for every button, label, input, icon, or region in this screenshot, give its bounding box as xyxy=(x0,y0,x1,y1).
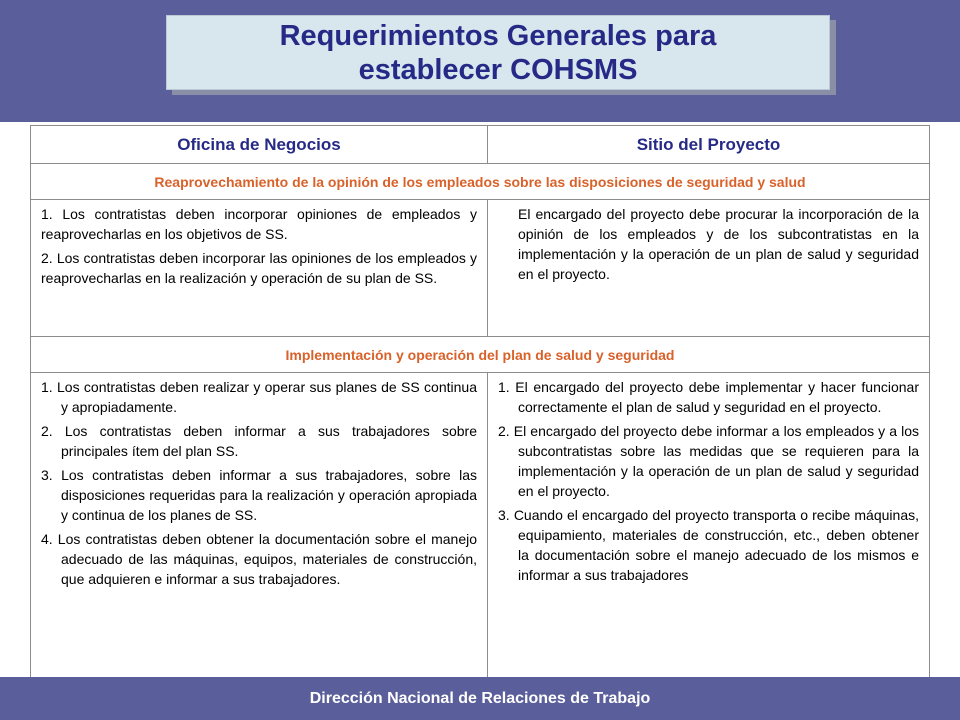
section-title-opinion: Reaprovechamiento de la opinión de los empleados sobre las disposiciones de seguridad y salud xyxy=(31,164,930,200)
cell-implementacion-sitio xyxy=(488,373,930,678)
footer-text: Dirección Nacional de Relaciones de Trabajo xyxy=(309,689,651,707)
table-header-row xyxy=(31,126,930,164)
cell-opinion-sitio xyxy=(488,200,930,337)
list-item: 1. Los contratistas deben realizar y operar sus planes de SS continua y apropiadamente. xyxy=(41,379,477,415)
list-item: El encargado del proyecto debe procurar la incorporación de la opinión de los empleados y de los subcontratistas en la implementación y la operación de un plan de salud y seguridad en el proyecto. xyxy=(518,206,919,282)
title-box xyxy=(166,15,830,90)
column-header-sitio: Sitio del Proyecto xyxy=(488,126,930,164)
column-header-oficina: Oficina de Negocios xyxy=(31,126,488,164)
list-item: 3. Cuando el encargado del proyecto transporta o recibe máquinas, equipamiento, materiales de construcción, etc., deben obtener la documentación sobre el manejo adecuado de los mismos e informar a sus trabajadores xyxy=(498,507,919,583)
table-row xyxy=(31,373,930,678)
list-item: 1. Los contratistas deben incorporar opiniones de empleados y reaprovecharlas en los objetivos de SS. xyxy=(41,206,477,242)
section-title-implementacion: Implementación y operación del plan de salud y seguridad xyxy=(31,337,930,373)
list-item: 2. Los contratistas deben informar a sus trabajadores sobre principales ítem del plan SS. xyxy=(41,423,477,459)
requirements-table xyxy=(30,125,930,678)
list-item: 2. El encargado del proyecto debe informar a los empleados y a los subcontratistas sobre las medidas que se requieren para la implementación y la operación de un plan de salud y seguridad en el proyecto. xyxy=(498,423,919,499)
requirements-table-wrap xyxy=(30,125,929,678)
cell-opinion-oficina xyxy=(31,200,488,337)
list-item: 2. Los contratistas deben incorporar las opiniones de los empleados y reaprovecharlas en la realización y operación de su plan de SS. xyxy=(41,250,477,286)
page-title: Requerimientos Generales para establecer COHSMS xyxy=(279,19,717,86)
table-row xyxy=(31,200,930,337)
list-item: 1. El encargado del proyecto debe implementar y hacer funcionar correctamente el plan de salud y seguridad en el proyecto. xyxy=(498,379,919,415)
section-title-row xyxy=(31,164,930,200)
section-title-row xyxy=(31,337,930,373)
footer-band xyxy=(0,677,960,720)
cell-implementacion-oficina xyxy=(31,373,488,678)
list-item: 3. Los contratistas deben informar a sus trabajadores, sobre las disposiciones requeridas para la realización y operación apropiada y continua de los planes de SS. xyxy=(41,467,477,523)
list-item: 4. Los contratistas deben obtener la documentación sobre el manejo adecuado de las máquinas, equipos, materiales de construcción, que adquieren e informar a sus trabajadores. xyxy=(41,531,477,587)
